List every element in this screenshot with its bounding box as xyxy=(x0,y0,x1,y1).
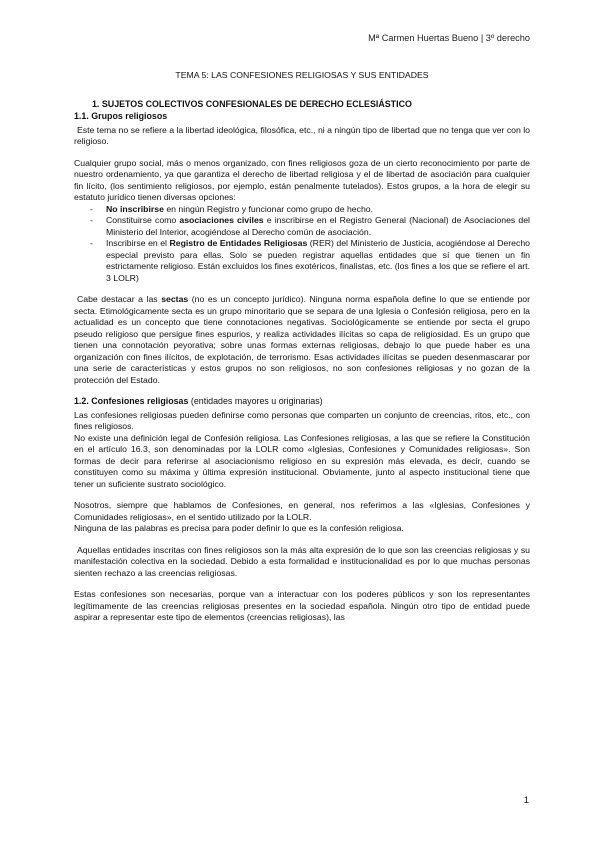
sectas-text: (no es un concepto jurídico). Ninguna norma española define lo que se entiende por secta. Etimológicamente secta es un grupo minoritario que se separa de una Iglesia o Confesión religiosa, pero en la actualidad es un concepto que tiene connotaciones negativas. Sociológicamente se entiende por secta el grupo pseudo religioso que persigue fines espurios, y realiza actividades ilícitas so capa de religiosidad. Es un grupo que tienen una connotación peyorativa; sobre unas formas externas religiosas, debajo lo que puede haber es una organización con fines ilícitos, de explotación, de terrorismo. Esas actividades ilícitas se pueden desenmascarar por una serie de características y estos grupos no son religiosos, no son confesiones religiosas y no gozan de la protección del Estado. xyxy=(74,294,530,385)
list-item xyxy=(74,238,530,284)
paragraph-no-definicion: No existe una definición legal de Confesión religiosa. Las Confesiones religiosas, a las que se refiere la Constitución en el artículo 16.3, son denominadas por la LOLR como «Iglesias, Confesiones y Comunidades religiosas». Son formas de decir para referirse al asociacionismo religioso en su expresión más elevada, es decir, cuando se constituyen como su máxima y última expresión institucional. Obviamente, junto al aspecto institucional tiene que tener un suficiente sustrato sociológico. xyxy=(74,432,530,489)
paragraph-intro: Este tema no se refiere a la libertad ideológica, filosófica, etc., ni a ningún tipo de libertad que no tenga que ver con lo religioso. xyxy=(74,124,531,146)
dash-bullet: - xyxy=(90,238,93,248)
paragraph-entidades: Aquellas entidades inscritas con fines religiosos son la más alta expresión de lo que son las creencias religiosas y su manifestación colectiva en la sociedad. Debido a esta formalidad e institucionalidad es por lo que muchas personas sienten rechazo a las creencias religiosas. xyxy=(74,544,530,578)
sectas-pre: Cabe destacar a las xyxy=(77,294,162,304)
option-pre: Constituirse como xyxy=(106,215,180,225)
paragraph-ninguna: Ninguna de las palabras es precisa para poder definir lo que es la confesión religiosa. xyxy=(74,523,404,533)
option-bold: asociaciones civiles xyxy=(179,215,264,225)
subsection-heading-bold: 1.2. Confesiones religiosas xyxy=(74,396,189,406)
option-pre: Inscribirse en el xyxy=(106,238,170,248)
paragraph-definicion: Las confesiones religiosas pueden definirse como personas que comparten un conjunto de creencias, ritos, etc., con fines religiosos. xyxy=(74,409,530,431)
page-body xyxy=(74,70,530,624)
dash-bullet: - xyxy=(90,215,93,225)
paragraph-necesarias: Estas confesiones son necesarias, porque van a interactuar con los poderes públicos y son los representantes legítimamente de las creencias religiosas presentes en la sociedad española. Ningún otro tipo de entidad puede aspirar a representar este tipo de elementos (creencias religiosas), las xyxy=(74,589,530,622)
option-text: (RER) del Ministerio de Justicia, acogiéndose al Derecho especial previsto para ellas. Solo se pueden registrar aquellas entidades que sí que tienen un fin estrictamente religioso. Están excluidos los fines exotéricos, finalistas, etc. (los fines a los que se refiere el art. 3 LOLR) xyxy=(106,238,530,283)
list-item xyxy=(74,215,530,238)
page-number: 1 xyxy=(523,795,529,806)
dash-bullet: - xyxy=(90,203,93,214)
section-heading: 1. SUJETOS COLECTIVOS CONFESIONALES DE DERECHO ECLESIÁSTICO xyxy=(92,98,412,109)
paragraph-grupo-social: Cualquier grupo social, más o menos organizado, con fines religiosos goza de un cierto reconocimiento por parte de nuestro ordenamiento, ya que garantiza el derecho de libertad religiosa y el de libertad de asociación para cualquier fin lícito, (los sentimiento religiosos, por ejemplo, están penalmente tutelados). Estos grupos, a la hora de elegir su estatuto jurídico tienen diversas opciones: xyxy=(74,157,530,202)
list-item xyxy=(74,204,530,216)
option-bold: No inscribirse xyxy=(106,203,164,214)
page-header: Mª Carmen Huertas Bueno | 3º derecho xyxy=(368,33,530,43)
option-bold: Registro de Entidades Religiosas xyxy=(169,238,308,248)
subsection-heading-rest: (entidades mayores u originarias) xyxy=(188,396,323,406)
subsection-heading-grupos: 1.1. Grupos religiosos xyxy=(74,111,168,121)
paragraph-nosotros: Nosotros, siempre que hablamos de Confesiones, en general, nos referimos a las «Iglesias, Confesiones y Comunidades religiosas», en el sentido utilizado por la LOLR. xyxy=(74,500,530,522)
option-text: e inscribirse en el Registro General (Nacional) de Asociaciones del Ministerio del Interior, acogiéndose al Derecho común de asociación. xyxy=(106,215,530,237)
document-title: TEMA 5: LAS CONFESIONES RELIGIOSAS Y SUS ENTIDADES xyxy=(175,70,429,80)
subsection-heading-confesiones xyxy=(74,396,530,408)
sectas-bold: sectas xyxy=(161,294,189,304)
paragraph-sectas xyxy=(74,294,530,386)
options-list xyxy=(74,204,530,285)
option-text: en ningún Registro y funcionar como grupo de hecho. xyxy=(163,203,374,214)
